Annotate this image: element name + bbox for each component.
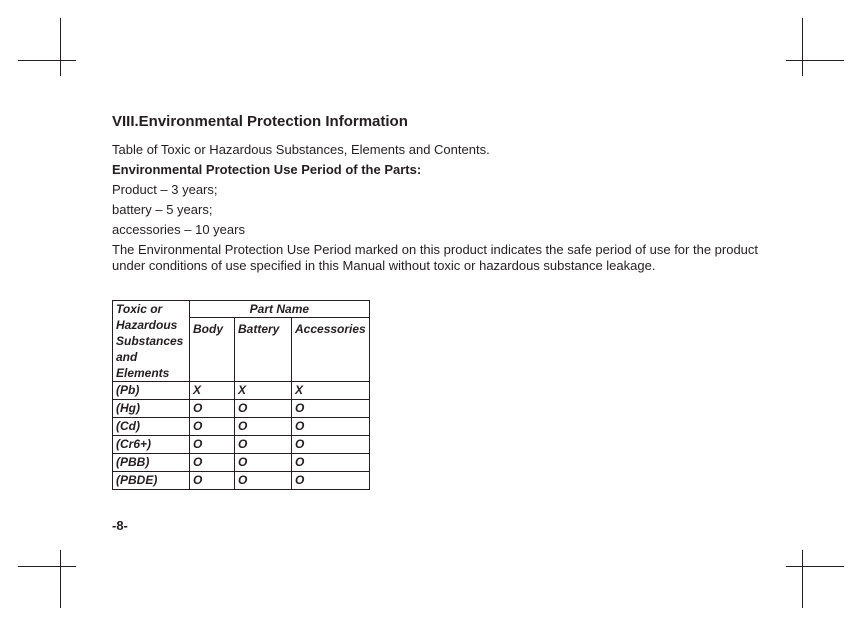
substance-cell: (PBDE) (113, 472, 190, 490)
table-row (113, 382, 370, 400)
hazardous-substances-table (112, 300, 370, 490)
value-cell: O (292, 436, 370, 454)
value-cell: O (190, 400, 235, 418)
value-cell: O (235, 472, 292, 490)
crop-mark (802, 18, 803, 76)
crop-mark (786, 60, 844, 61)
value-cell: O (292, 454, 370, 472)
crop-mark (60, 550, 61, 608)
part-name-header: Part Name (190, 301, 370, 318)
value-cell: O (235, 454, 292, 472)
crop-mark (786, 566, 844, 567)
page-number: -8- (112, 518, 128, 533)
crop-mark (18, 566, 76, 567)
value-cell: X (235, 382, 292, 400)
value-cell: O (190, 454, 235, 472)
battery-period: battery – 5 years; (112, 202, 213, 217)
substance-cell: (PBB) (113, 454, 190, 472)
substance-cell: (Hg) (113, 400, 190, 418)
table-row (113, 400, 370, 418)
substance-cell: (Pb) (113, 382, 190, 400)
corner-header-line: Toxic or (116, 302, 163, 316)
table-row (113, 418, 370, 436)
value-cell: X (190, 382, 235, 400)
column-header-body: Body (190, 318, 235, 382)
crop-mark (802, 550, 803, 608)
value-cell: O (190, 472, 235, 490)
description-paragraph: The Environmental Protection Use Period marked on this product indicates the safe period of use for the product under conditions of use specified in this Manual without toxic or hazardous substance leakage. (112, 242, 759, 273)
corner-header-cell (113, 301, 190, 382)
value-cell: O (235, 436, 292, 454)
value-cell: X (292, 382, 370, 400)
subtitle: Table of Toxic or Hazardous Substances, Elements and Contents. (112, 142, 490, 157)
value-cell: O (190, 418, 235, 436)
corner-header-line: Elements (116, 366, 170, 380)
corner-header-line: Substances (116, 334, 184, 348)
column-header-battery: Battery (235, 318, 292, 382)
value-cell: O (292, 418, 370, 436)
value-cell: O (235, 418, 292, 436)
substance-cell: (Cd) (113, 418, 190, 436)
accessories-period: accessories – 10 years (112, 222, 245, 237)
table-row (113, 454, 370, 472)
value-cell: O (292, 400, 370, 418)
use-period-heading: Environmental Protection Use Period of the Parts: (112, 162, 422, 177)
crop-mark (60, 18, 61, 76)
table-row (113, 472, 370, 490)
page-content (112, 112, 762, 274)
column-header-accessories: Accessories (292, 318, 370, 382)
substance-cell: (Cr6+) (113, 436, 190, 454)
value-cell: O (235, 400, 292, 418)
corner-header-line: Hazardous (116, 318, 178, 332)
corner-header-line: and (116, 350, 138, 364)
crop-mark (18, 60, 76, 61)
value-cell: O (292, 472, 370, 490)
section-title: VIII.Environmental Protection Information (112, 113, 408, 130)
table-row (113, 436, 370, 454)
product-period: Product – 3 years; (112, 182, 218, 197)
value-cell: O (190, 436, 235, 454)
